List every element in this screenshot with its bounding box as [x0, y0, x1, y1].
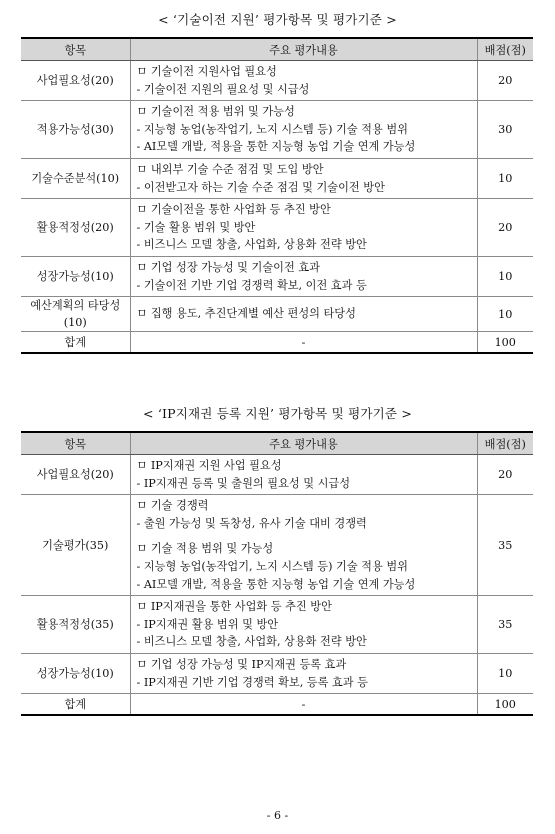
- table-header-row: [21, 38, 533, 61]
- criteria-content: [130, 256, 477, 296]
- header-content: 주요 평가내용: [130, 432, 477, 455]
- ip-registration-eval-table: [21, 431, 533, 716]
- table-row: [21, 101, 533, 159]
- criteria-item: 성장가능성(10): [21, 653, 130, 693]
- header-score: 배점(점): [477, 38, 533, 61]
- tech-transfer-eval-table: [21, 37, 533, 354]
- criteria-score: 10: [477, 653, 533, 693]
- criteria-detail: - IP지재권 활용 범위 및 방안: [136, 617, 279, 631]
- criteria-detail: - IP지재권 기반 기업 경쟁력 확보, 등록 효과 등: [136, 675, 368, 689]
- table-row: [21, 653, 533, 693]
- total-content: -: [130, 332, 477, 354]
- criteria-content: [130, 61, 477, 101]
- criteria-heading: ㅁ 기업 성장 가능성 및 IP지재권 등록 효과: [136, 657, 347, 671]
- criteria-content: [130, 199, 477, 257]
- criteria-detail: - 출원 가능성 및 독창성, 유사 기술 대비 경쟁력: [136, 516, 367, 530]
- table-row: [21, 495, 533, 596]
- criteria-detail: - 비즈니스 모델 창출, 사업화, 상용화 전략 방안: [136, 635, 367, 649]
- criteria-heading: ㅁ IP지재권 지원 사업 필요성: [136, 459, 282, 472]
- criteria-score: 10: [477, 256, 533, 296]
- table-row: [21, 596, 533, 654]
- criteria-score: 10: [477, 297, 533, 332]
- criteria-heading: ㅁ 집행 용도, 추진단계별 예산 편성의 타당성: [136, 307, 356, 321]
- total-row: [21, 332, 533, 354]
- criteria-heading: ㅁ 기술이전 적용 범위 및 가능성: [136, 105, 295, 119]
- criteria-item: 적용가능성(30): [21, 101, 130, 159]
- total-score: 100: [477, 332, 533, 354]
- criteria-content: [130, 455, 477, 495]
- criteria-item: 기술수준분석(10): [21, 158, 130, 198]
- criteria-item: 기술평가(35): [21, 495, 130, 596]
- table-row: [21, 199, 533, 257]
- criteria-heading: ㅁ 기술 경쟁력: [136, 499, 209, 513]
- header-score: 배점(점): [477, 432, 533, 455]
- total-row: [21, 694, 533, 716]
- criteria-heading: ㅁ 기술이전 지원사업 필요성: [136, 65, 277, 78]
- criteria-content: [130, 653, 477, 693]
- total-content: -: [130, 694, 477, 716]
- criteria-detail: - AI모델 개발, 적용을 통한 지능형 농업 기술 연계 가능성: [136, 577, 416, 591]
- criteria-detail: - 이전받고자 하는 기술 수준 점검 및 기술이전 방안: [136, 180, 385, 194]
- criteria-content: [130, 101, 477, 159]
- criteria-detail: - 기술 활용 범위 및 방안: [136, 220, 256, 234]
- criteria-detail: - 비즈니스 모델 창출, 사업화, 상용화 전략 방안: [136, 238, 367, 252]
- header-item: 항목: [21, 38, 130, 61]
- criteria-heading: ㅁ 내외부 기술 수준 점검 및 도입 방안: [136, 162, 324, 176]
- criteria-score: 35: [477, 495, 533, 596]
- criteria-heading: ㅁ IP지재권을 통한 사업화 등 추진 방안: [136, 600, 332, 614]
- criteria-item: 사업필요성(20): [21, 61, 130, 101]
- table-row: [21, 455, 533, 495]
- criteria-heading: ㅁ 기업 성장 가능성 및 기술이전 효과: [136, 260, 320, 274]
- total-label: 합계: [21, 332, 130, 354]
- table-2-title: < ‘IP지재권 등록 지원’ 평가항목 및 평가기준 >: [142, 406, 413, 421]
- criteria-item: 사업필요성(20): [21, 455, 130, 495]
- criteria-content: [130, 596, 477, 654]
- criteria-detail: - IP지재권 등록 및 출원의 필요성 및 시급성: [136, 476, 351, 490]
- criteria-score: 20: [477, 61, 533, 101]
- criteria-score: 35: [477, 596, 533, 654]
- criteria-detail: - 지능형 농업(농작업기, 노지 시스템 등) 기술 적용 범위: [136, 559, 408, 573]
- group-spacer: [137, 532, 471, 540]
- criteria-score: 20: [477, 199, 533, 257]
- table-row: [21, 256, 533, 296]
- criteria-score: 20: [477, 455, 533, 495]
- table-header-row: [21, 432, 533, 455]
- criteria-detail: - 기술이전 지원의 필요성 및 시급성: [136, 82, 310, 96]
- total-score: 100: [477, 694, 533, 716]
- criteria-score: 30: [477, 101, 533, 159]
- header-item: 항목: [21, 432, 130, 455]
- criteria-item: 성장가능성(10): [21, 256, 130, 296]
- total-label: 합계: [21, 694, 130, 716]
- criteria-detail: - 기술이전 기반 기업 경쟁력 확보, 이전 효과 등: [136, 278, 367, 292]
- page-number: - 6 -: [266, 809, 289, 822]
- criteria-item: 활용적정성(20): [21, 199, 130, 257]
- table-1-title: < ‘기술이전 지원’ 평가항목 및 평가기준 >: [158, 12, 397, 27]
- criteria-content: [130, 297, 477, 332]
- criteria-heading: ㅁ 기술이전을 통한 사업화 등 추진 방안: [136, 203, 331, 217]
- criteria-detail: - 지능형 농업(농작업기, 노지 시스템 등) 기술 적용 범위: [136, 122, 408, 136]
- criteria-score: 10: [477, 158, 533, 198]
- criteria-heading: ㅁ 기술 적용 범위 및 가능성: [136, 542, 274, 556]
- table-row: [21, 61, 533, 101]
- criteria-content: [130, 495, 477, 596]
- criteria-content: [130, 158, 477, 198]
- header-content: 주요 평가내용: [130, 38, 477, 61]
- criteria-item: 예산계획의 타당성(10): [21, 297, 130, 332]
- table-row: [21, 297, 533, 332]
- criteria-detail: - AI모델 개발, 적용을 통한 지능형 농업 기술 연계 가능성: [136, 140, 416, 154]
- table-row: [21, 158, 533, 198]
- criteria-item: 활용적정성(35): [21, 596, 130, 654]
